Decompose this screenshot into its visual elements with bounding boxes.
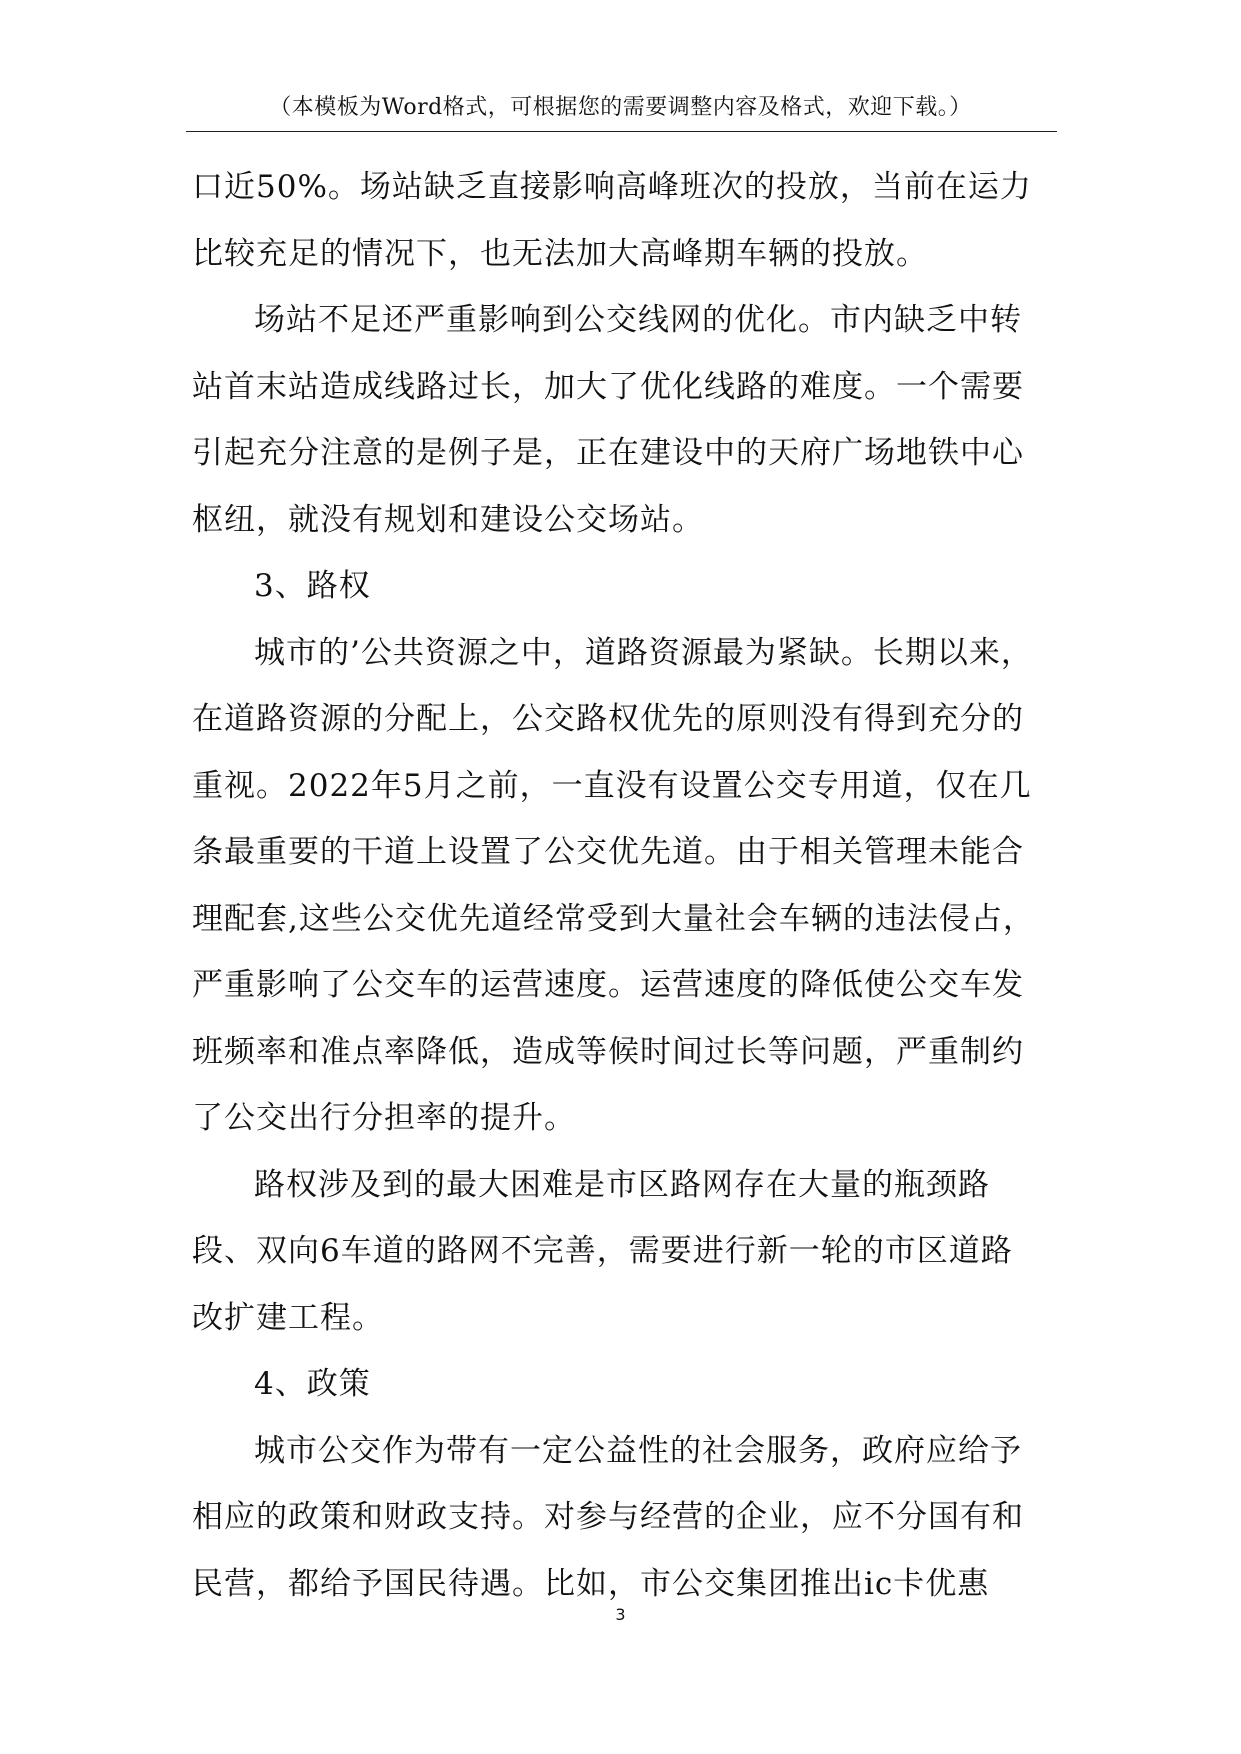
- paragraph-start: 城市公交作为带有一定公益性的社会服务，政府应给予: [254, 1432, 1022, 1469]
- text-line: 枢纽，就没有规划和建设公交场站。: [192, 501, 704, 538]
- text-line: 重视。2022年5月之前，一直没有设置公交专用道，仅在几: [192, 767, 1032, 804]
- text-line: 在道路资源的分配上，公交路权优先的原则没有得到充分的: [192, 701, 1024, 737]
- text-line: 条最重要的干道上设置了公交优先道。由于相关管理未能合: [192, 834, 1024, 870]
- text-line: 口近50%。场站缺乏直接影响高峰班次的投放，当前在运力: [192, 169, 1032, 205]
- text-line: 了公交出行分担率的提升。: [192, 1100, 576, 1136]
- section-heading: 4、政策: [254, 1366, 371, 1402]
- header-divider: [186, 131, 1057, 132]
- text-line: 站首末站造成线路过长，加大了优化线路的难度。一个需要: [192, 368, 1024, 405]
- text-line: 比较充足的情况下，也无法加大高峰期车辆的投放。: [192, 235, 928, 272]
- text-line: 民营，都给予国民待遇。比如，市公交集团推出ic卡优惠: [192, 1565, 990, 1602]
- paragraph-start: 场站不足还严重影响到公交线网的优化。市内缺乏中转: [254, 302, 1022, 338]
- paragraph-start: 城市的’公共资源之中，道路资源最为紧缺。长期以来，: [254, 634, 1033, 671]
- text-line: 引起充分注意的是例子是，正在建设中的天府广场地铁中心: [192, 435, 1024, 471]
- paragraph-start: 路权涉及到的最大困难是市区路网存在大量的瓶颈路: [254, 1166, 990, 1203]
- template-note-header: （本模板为Word格式，可根据您的需要调整内容及格式，欢迎下载。）: [269, 95, 972, 120]
- document-body: [192, 154, 1054, 1617]
- text-line: 理配套,这些公交优先道经常受到大量社会车辆的违法侵占，: [192, 900, 1035, 937]
- text-line: 严重影响了公交车的运营速度。运营速度的降低使公交车发: [192, 967, 1024, 1003]
- text-line: 班频率和准点率降低，造成等候时间过长等问题，严重制约: [192, 1033, 1024, 1070]
- text-line: 相应的政策和财政支持。对参与经营的企业，应不分国有和: [192, 1499, 1024, 1535]
- text-line: 改扩建工程。: [192, 1299, 384, 1336]
- section-heading: 3、路权: [254, 568, 371, 604]
- page-number: 3: [615, 1605, 626, 1624]
- text-line: 段、双向6车道的路网不完善，需要进行新一轮的市区道路: [192, 1233, 1013, 1269]
